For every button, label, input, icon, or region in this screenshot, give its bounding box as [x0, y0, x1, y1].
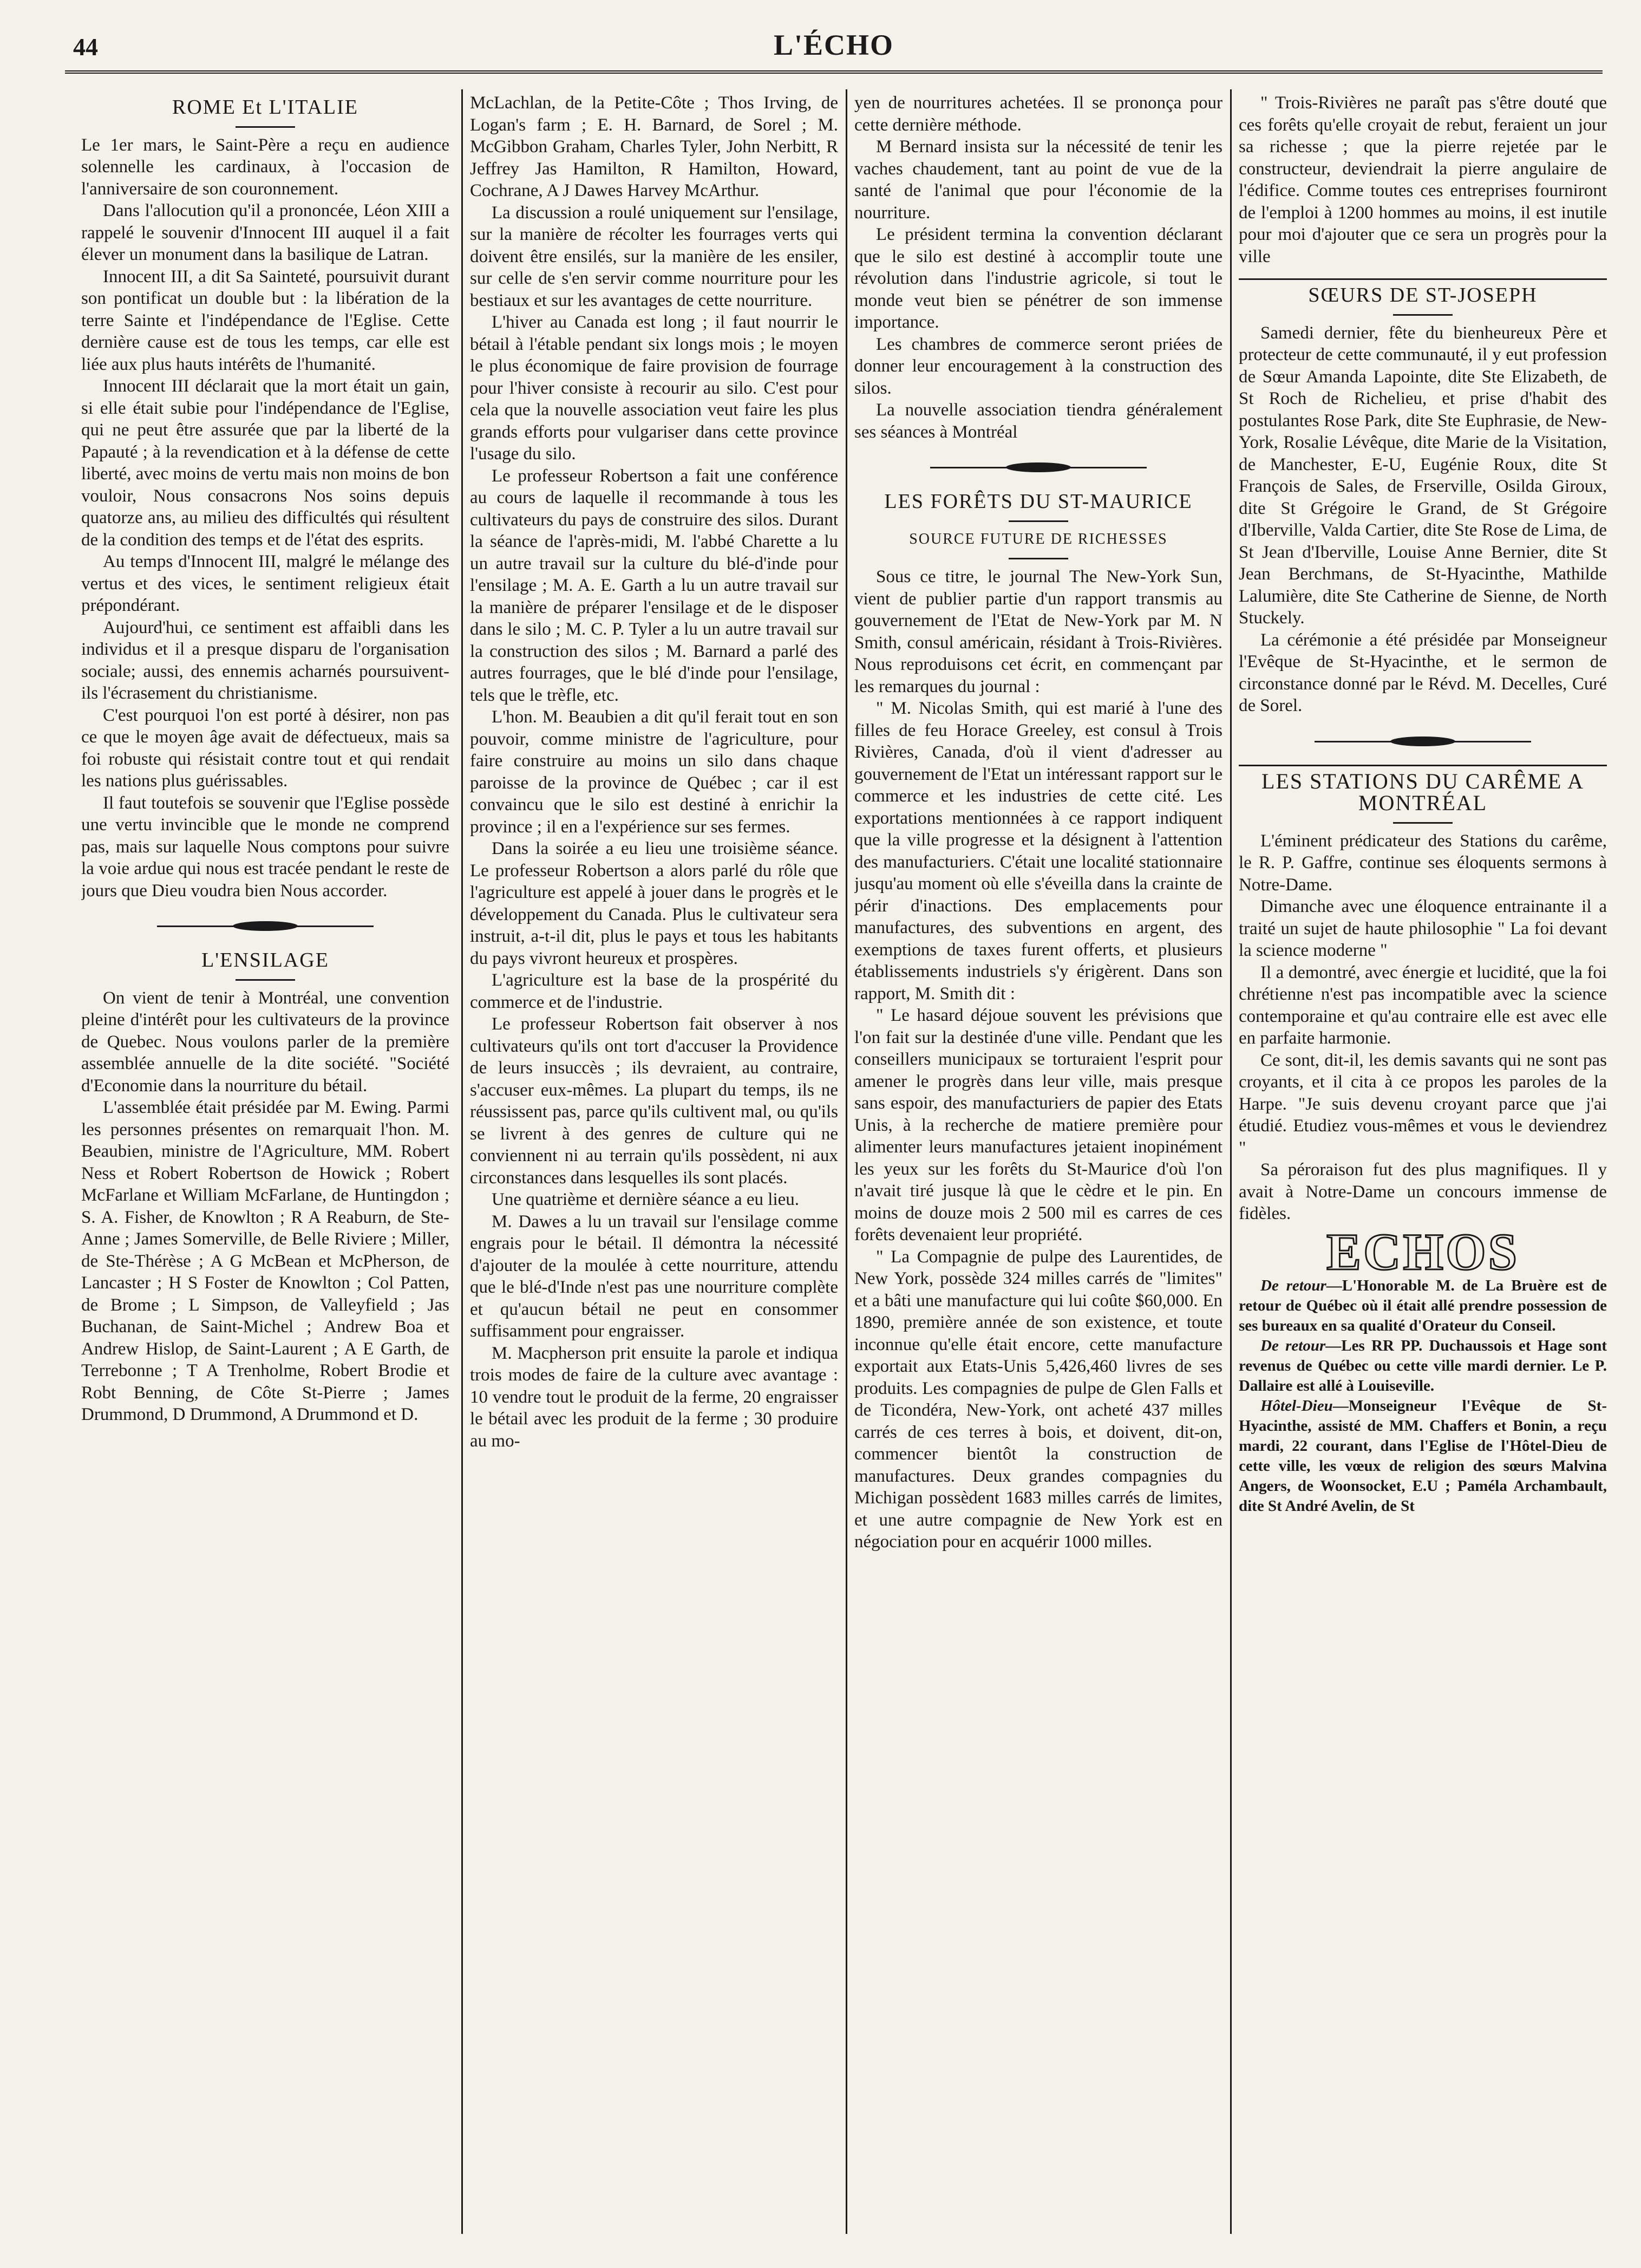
paragraph: yen de nourritures achetées. Il se prononça pour cette dernière méthode. — [854, 93, 1222, 135]
paragraph: Samedi dernier, fête du bienheureux Père et protecteur de cette communauté, il y eut profession de Sœur Amanda Lapointe, dite Ste Elizabeth, de St Roch de Richelieu, et prise d'habit des postulantes Rose Park, dite Ste Euphrasie, de New-York, Rosalie Lévêque, dite Marie de la Visitation, de Manchester, E-U, Eugénie Roux, dite St François de Sales, de Frserville, Osilda Giroux, dite St Grégoire le Grand, de St Grégoire d'Iberville, Valda Cartier, dite Ste Rose de Lima, de St Jean d'Iberville, Louise Anne Bernier, dite St Jean Berchmans, de St-Hyacinthe, Mathilde Lalumière, dite Ste Catherine de Sienne, de North Stuckely. — [1239, 323, 1607, 628]
echo-text: —L'Honorable M. de La Bruère est de retour de Québec où il était allé prendre possession de ses bureaux en sa qualité d'Orateur du Conseil. — [1239, 1277, 1607, 1334]
echo-item — [1239, 1336, 1607, 1396]
paragraph: C'est pourquoi l'on est porté à désirer, non pas ce que le moyen âge avait de défectueux, mais sa foi robuste qui résistait contre tout et qui rendait les nations plus guérissables. — [81, 705, 449, 791]
echo-text: —Monseigneur l'Evêque de St-Hyacinthe, assisté de MM. Chaffers et Bonin, a reçu mardi, 22 courant, dans l'Eglise de l'Hôtel-Dieu de cette ville, les vœux de religion des sœurs Malvina Angers, de Woonsocket, E.U ; Paméla Archambault, dite St André Avelin, de St — [1239, 1397, 1607, 1515]
journal-name: L'ÉCHO — [773, 29, 894, 61]
echo-lead: De retour — [1260, 1277, 1326, 1294]
paragraph: M Bernard insista sur la nécessité de tenir les vaches chaudement, tant au point de vue de la santé de l'animal que pour l'économie de la nourriture. — [854, 137, 1222, 223]
section-rule — [1239, 278, 1607, 280]
paragraph: La nouvelle association tiendra généralement ses séances à Montréal — [854, 400, 1222, 442]
column-divider — [461, 89, 463, 2234]
paragraph: Le professeur Robertson fait observer à nos cultivateurs qu'ils ont tort d'accuser la Providence de leurs insuccès ; ils devraient, au contraire, s'accuser eux-mêmes. La plupart du temps, ils ne réussissent pas, parce qu'ils cultivent mal, ou qu'ils se livrent à des genres de culture qui ne conviennent ni au terrain qu'ils possèdent, ni aux circonstances dans lesquelles ils sont placés. — [470, 1014, 838, 1188]
paragraph: " M. Nicolas Smith, qui est marié à l'une des filles de feu Horace Greeley, est consul à Trois Rivières, Canada, d'où il vient d'adresser au gouvernement de l'Etat un intéressant rapport sur le commerce et les industries de cette cité. Les exportations mentionnées à ce rapport indiquent que la ville progresse et la désignent à l'attention des manufacturiers. C'était une localité stationnaire jusqu'au moment où elle s'éveilla dans la crainte de périr d'inactions. Des emplacements pour manufactures, des subventions en argent, des exemptions de taxes furent offerts, et plusieurs établissements industriels s'y érigèrent. Dans son rapport, M. Smith dit : — [854, 699, 1222, 1003]
paragraph: Le professeur Robertson a fait une conférence au cours de laquelle il recommande à tous les cultivateurs du pays de construire des silos. Durant la séance de l'après-midi, M. l'abbé Charette a lu un autre travail sur la culture du blé-d'inde pour l'ensilage ; M. A. E. Garth a lu un autre travail sur la manière de préparer l'ensilage et de le disposer dans le silo ; M. C. P. Tyler a lu un autre travail sur la construction des silos ; M. Barnard a parlé des autres fourrages, que le blé d'inde pour l'ensilage, tels que le trèfle, etc. — [470, 466, 838, 705]
echo-item — [1239, 1276, 1607, 1336]
paragraph: L'agriculture est la base de la prospérité du commerce et de l'industrie. — [470, 970, 838, 1012]
paragraph: M. Macpherson prit ensuite la parole et indiqua trois modes de faire de la culture avec avantage : 10 vendre tout le produit de la ferme, 20 engraisser le bétail avec les produit de la ferme ; 30 produire au mo- — [470, 1343, 838, 1451]
paragraph: McLachlan, de la Petite-Côte ; Thos Irving, de Logan's farm ; E. H. Barnard, de Sorel ; M. McGibbon Graham, Charles Tyler, John Nerbitt, R Jeffrey Jas Hamilton, R Hamilton, Howard, Cochrane, A J Dawes Harvey McArthur. — [470, 93, 838, 200]
heading-forets: LES FORÊTS DU ST-MAURICE — [884, 490, 1193, 513]
section-rule — [1239, 765, 1607, 766]
short-rule — [1009, 520, 1068, 522]
paragraph: " Trois-Rivières ne paraît pas s'être douté que ces forêts qu'elle croyait de rebut, feraient un jour sa richesse ; que la pierre rejetée par le constructeur, deviendrait la pierre angulaire de l'édifice. Comme toutes ces entreprises fourniront de l'emploi à 1200 hommes au moins, il est inutile pour moi d'ajouter que ce sera un progrès pour la ville — [1239, 93, 1607, 266]
paragraph: M. Dawes a lu un travail sur l'ensilage comme engrais pour le bétail. Il démontra la nécessité d'ajouter de la moulée à cette nourriture, attendu que le blé-d'Inde n'est pas une nourriture complète et qu'aucun bétail ne peut en consommer suffisamment pour engraisser. — [470, 1211, 838, 1341]
echos-title: ECHOS — [1326, 1222, 1520, 1281]
paragraph: Dimanche avec une éloquence entrainante il a traité un sujet de haute philosophie " La foi devant la science moderne " — [1239, 897, 1607, 960]
paragraph: Sa péroraison fut des plus magnifiques. Il y avait à Notre-Dame un concours immense de fidèles. — [1239, 1160, 1607, 1223]
paragraph: La cérémonie a été présidée par Monseigneur l'Evêque de St-Hyacinthe, et le sermon de circonstance donné par le Révd. M. Decelles, Curé de Sorel. — [1239, 630, 1607, 715]
paragraph: Le 1er mars, le Saint-Père a reçu en audience solennelle les cardinaux, à l'occasion de l'anniversaire de son couronnement. — [81, 135, 449, 199]
echo-lead: Hôtel-Dieu — [1260, 1397, 1333, 1415]
heading-stations: LES STATIONS DU CARÊME A MONTRÉAL — [1261, 768, 1584, 815]
page-number: 44 — [73, 33, 98, 61]
paragraph: La discussion a roulé uniquement sur l'ensilage, sur la manière de récolter les fourrages verts qui doivent être ensilés, sur la manière de les ensiler, sur celle de s'en servir comme nourriture pour les bestiaux et sur les avantages de cette nourriture. — [470, 203, 838, 310]
header-rule — [65, 70, 1603, 74]
paragraph: Dans la soirée a eu lieu une troisième séance. Le professeur Robertson a alors parlé du rôle que l'agriculture est appelé à jouer dans le progrès et le développement du Canada. Plus le cultivateur sera instruit, a-t-il dit, plus le pays et tous les habitants du pays vivront heureux et prospères. — [470, 839, 838, 968]
section-ornament — [1239, 731, 1607, 753]
paragraph: L'hon. M. Beaubien a dit qu'il ferait tout en son pouvoir, comme ministre de l'agriculture, pour faire construire au moins un silo dans chaque paroisse de la province de Québec ; car il est convaincu que le silo est destiné à enrichir la province ; il en a l'expérience sur ses fermes. — [470, 707, 838, 837]
echo-text: —Les RR PP. Duchaussois et Hage sont revenus de Québec ou cette ville mardi dernier. Le P. Dallaire est allé à Louiseville. — [1239, 1337, 1607, 1394]
short-rule — [236, 979, 295, 981]
short-rule — [1393, 822, 1453, 824]
paragraph: Il a demontré, avec énergie et lucidité, que la foi chrétienne n'est pas incompatible avec la science contemporaine et qu'au contraire elle est avec elle en parfaite harmonie. — [1239, 962, 1607, 1048]
heading-ensilage: L'ENSILAGE — [201, 949, 329, 972]
column-3 — [854, 92, 1222, 2237]
paragraph: Les chambres de commerce seront priées de donner leur encouragement à la construction des silos. — [854, 334, 1222, 398]
column-2 — [470, 92, 838, 2237]
heading-soeurs: SŒURS DE ST-JOSEPH — [1308, 284, 1538, 307]
paragraph: Innocent III déclarait que la mort était un gain, si elle était subie pour l'indépendance de l'Eglise, qui ne peut être assurée que par la liberté de la Papauté ; à la revendication et à la défense de cette liberté, avec moins de vertu mais non moins de bon vouloir, Nous consacrons Nos soins depuis quatorze ans, au milieu des difficultés qui résultent de la condition des temps et de l'état des esprits. — [81, 376, 449, 550]
paragraph: " Le hasard déjoue souvent les prévisions que l'on fait sur la destinée d'une ville. Pendant que les conseillers municipaux se torturaient l'esprit pour amener le progrès dans leur ville, mais presque sans espoir, des manufacturiers de papier des Etats Unis, à la recherche de matiere première pour alimenter leurs manufactures jetaient inopinément les yeux sur les forêts du St-Maurice d'où l'on n'avait tiré jusque là que le cèdre et le pin. En moins de douze mois 2 500 mil es carres de ces forêts devenaient leur propriété. — [854, 1006, 1222, 1244]
paragraph: Le président termina la convention déclarant que le silo est destiné à accomplir toute une révolution dans l'industrie agricole, si tout le monde veut bien se pénétrer de son immense importance. — [854, 225, 1222, 332]
subheading: SOURCE FUTURE DE RICHESSES — [909, 530, 1168, 548]
page-header — [65, 22, 1603, 60]
echo-item — [1239, 1396, 1607, 1516]
paragraph: Une quatrième et dernière séance a eu lieu. — [492, 1190, 800, 1209]
paragraph: Aujourd'hui, ce sentiment est affaibli dans les individus et il a presque disparu de l'organisation sociale; aussi, des ennemis acharnés poursuivent-ils l'écrasement du christianisme. — [81, 617, 449, 703]
paragraph: " La Compagnie de pulpe des Laurentides, de New York, possède 324 milles carrés de "limites" et a bâti une manufacture qui lui coûte $60,000. En 1890, première année de son existence, et toute inconnue qu'elle était encore, cette manufacture exportait aux Etats-Unis 5,426,460 livres de ses produits. Les compagnies de pulpe de Glen Falls et de Ticondéra, New-York, ont acheté 437 milles carrés de ces terres à bois, et doivent, dit-on, commencer bientôt la construction de manufactures. Deux grandes compagnies du Michigan possèdent 1683 milles carrés de limites, et une autre compagnie de New York est en négociation pour en acquérir 1000 milles. — [854, 1247, 1222, 1552]
short-rule — [236, 126, 295, 128]
section-ornament — [81, 916, 449, 937]
short-rule — [1009, 558, 1068, 559]
paragraph: Dans l'allocution qu'il a prononcée, Léon XIII a rappelé le souvenir d'Innocent III auquel il a fait élever un monument dans la basilique de Latran. — [81, 201, 449, 264]
paragraph: On vient de tenir à Montréal, une convention pleine d'intérêt pour les cultivateurs de la province de Quebec. Nous voulons parler de la première assemblée annuelle de la dite société. "Société d'Economie dans la nourriture du bétail. — [81, 988, 449, 1096]
paragraph: L'hiver au Canada est long ; il faut nourrir le bétail à l'étable pendant six longs mois ; le moyen le plus économique de faire provision de fourrage pour l'hiver consiste à recourir au silo. C'est pour cela que la nouvelle association veut faire les plus grands efforts pour vulgariser dans cette province l'usage du silo. — [470, 312, 838, 464]
paragraph: Ce sont, dit-il, les demis savants qui ne sont pas croyants, et il cita à ce propos les paroles de la Harpe. "Je suis devenu croyant parce que j'ai étudié. Etudiez vous-mêmes et vous le deviendrez " — [1239, 1050, 1607, 1158]
heading-rome: ROME Et L'ITALIE — [172, 96, 358, 119]
short-rule — [1393, 314, 1453, 316]
paragraph: L'éminent prédicateur des Stations du carême, le R. P. Gaffre, continue ses éloquents sermons à Notre-Dame. — [1239, 831, 1607, 895]
paragraph: Au temps d'Innocent III, malgré le mélange des vertus et des vices, le sentiment religieux était prépondérant. — [81, 552, 449, 615]
column-1 — [81, 92, 449, 2237]
paragraph: Il faut toutefois se souvenir que l'Eglise possède une vertu invincible que le monde ne comprend pas, mais sur laquelle Nous comptons pour suivre la voie ardue qui nous est tracée pendant le reste de jours que Dieu voudra bien Nous accorder. — [81, 793, 449, 901]
column-4 — [1239, 92, 1607, 2237]
column-divider — [846, 89, 847, 2234]
echos-list — [1239, 1276, 1607, 1516]
section-ornament — [854, 457, 1222, 479]
paragraph: L'assemblée était présidée par M. Ewing. Parmi les personnes présentes on remarquait l'hon. M. Beaubien, ministre de l'Agriculture, MM. Robert Ness et Robert Robertson de Howick ; Robert McFarlane et William McFarlane, de Huntingdon ; S. A. Fisher, de Knowlton ; R A Reaburn, de Ste-Anne ; James Somerville, de Belle Riviere ; Miller, de Ste-Thérèse ; A G McBean et McPherson, de Lancaster ; H S Foster de Knowlton ; Col Patten, de Brome ; L Simpson, de Valleyfield ; Jas Buchanan, de Saint-Michel ; Andrew Boa et Andrew Hislop, de Saint-Laurent ; A E Garth, de Terrebonne ; T A Trenholme, Robert Brodie et Robt Benning, de Côte St-Pierre ; James Drummond, D Drummond, A Drummond et D. — [81, 1098, 449, 1424]
paragraph: Sous ce titre, le journal The New-York Sun, vient de publier partie d'un rapport transmis au gouvernement de l'Etat de New-York par M. N Smith, consul américain, résidant à Trois-Rivières. Nous reproduisons cet écrit, en commençant par les remarques du journal : — [854, 567, 1222, 696]
echo-lead: De retour — [1260, 1337, 1326, 1354]
column-divider — [1230, 89, 1232, 2234]
paragraph: Innocent III, a dit Sa Sainteté, poursuivit durant son pontificat un double but : la libération de la terre Sainte et l'indépendance de l'Eglise. Cette dernière cause est de tous les temps, car elle est liée aux plus hauts intérêts de l'humanité. — [81, 266, 449, 374]
